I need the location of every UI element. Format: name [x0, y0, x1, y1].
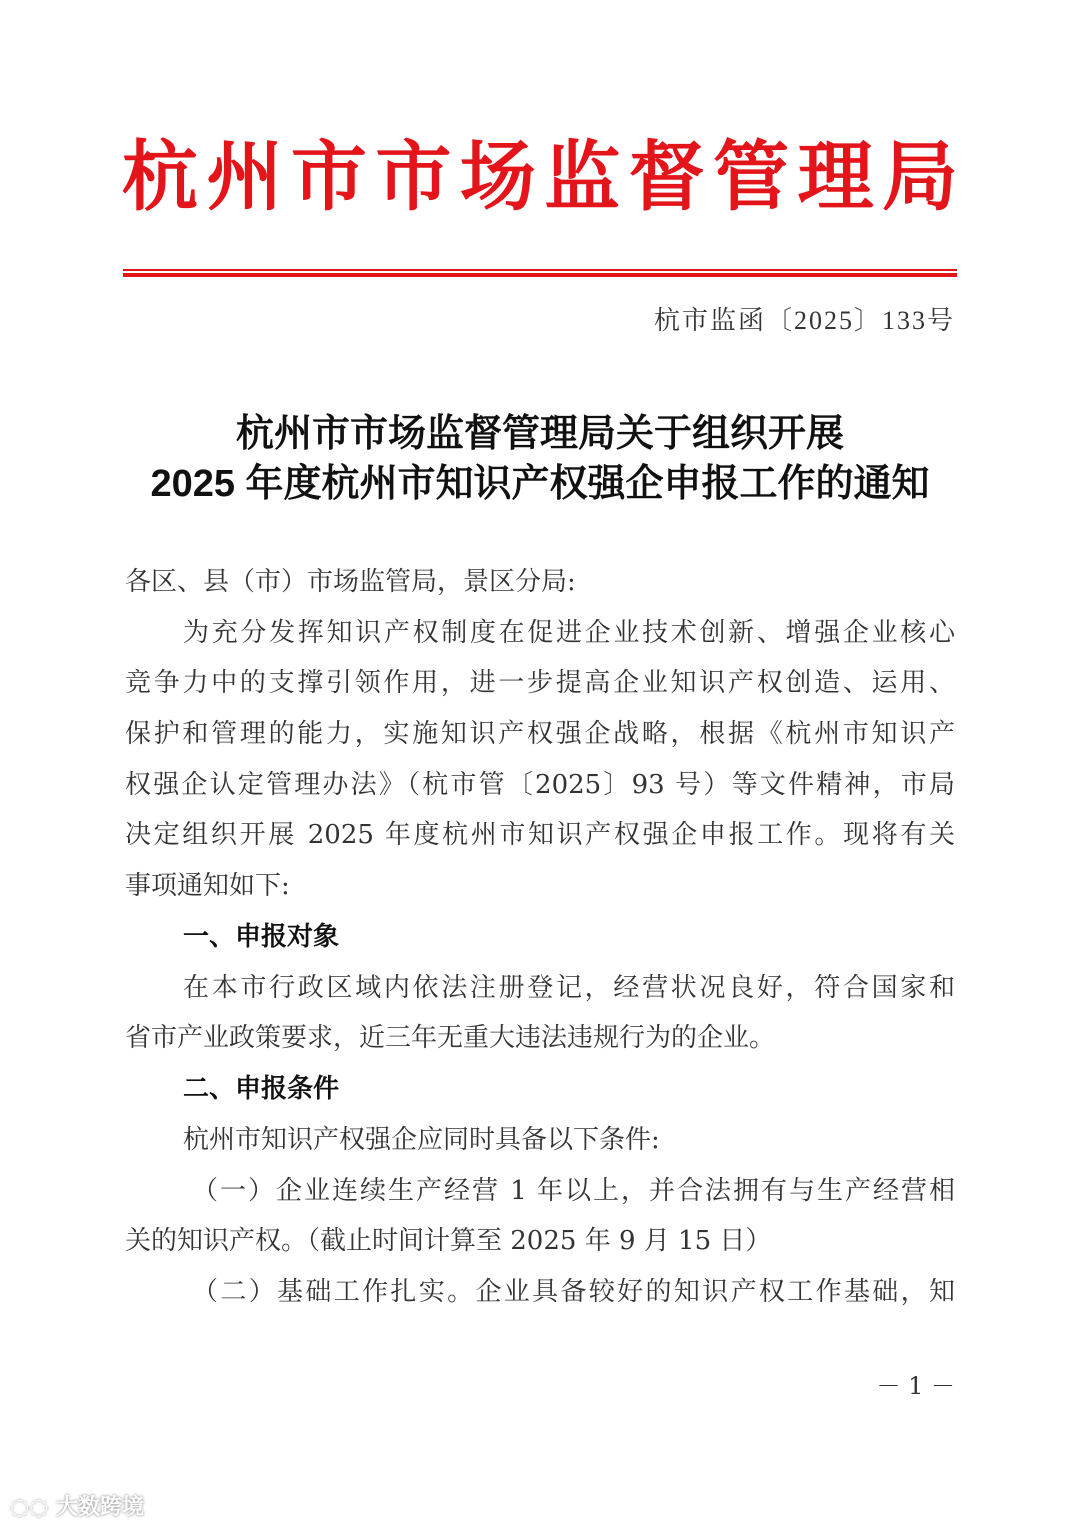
paragraph-line: 保护和管理的能力，实施知识产权强企战略，根据《杭州市知识产 — [125, 719, 955, 749]
title-line-2: 2025 年度杭州市知识产权强企申报工作的通知 — [150, 463, 930, 505]
document-number: 杭市监函〔2025〕133号 — [653, 306, 955, 335]
section-heading-2: 二、申报条件 — [183, 1074, 340, 1104]
red-divider-thin — [123, 269, 957, 271]
section-heading-1: 一、申报对象 — [183, 922, 340, 952]
watermark-text: 大数跨境 — [56, 1495, 145, 1520]
watermark-logo — [10, 1490, 144, 1521]
paragraph-line: （二）基础工作扎实。企业具备较好的知识产权工作基础，知 — [192, 1277, 955, 1307]
paragraph-line: 杭州市知识产权强企应同时具备以下条件: — [183, 1125, 660, 1155]
paragraph-line: 为充分发挥知识产权制度在促进企业技术创新、增强企业核心 — [183, 618, 955, 648]
paragraph-line: 关的知识产权。（截止时间计算至 2025 年 9 月 15 日） — [125, 1226, 772, 1256]
salutation: 各区、县（市）市场监管局，景区分局: — [125, 567, 576, 597]
paragraph-line: 事项通知如下: — [125, 871, 290, 901]
paragraph-line: 竞争力中的支撑引领作用，进一步提高企业知识产权创造、运用、 — [125, 668, 955, 698]
paragraph-line: 决定组织开展 2025 年度杭州市知识产权强企申报工作。现将有关 — [125, 820, 955, 850]
watermark-icon: ◌◌ — [10, 1495, 57, 1520]
issuing-agency-header: 杭州市市场监督管理局 — [122, 132, 958, 221]
paragraph-line: 省市产业政策要求，近三年无重大违法违规行为的企业。 — [125, 1023, 776, 1053]
paragraph-line: 权强企认定管理办法》（杭市管〔2025〕93 号）等文件精神，市局 — [125, 770, 955, 800]
paragraph-line: 在本市行政区域内依法注册登记，经营状况良好，符合国家和 — [183, 973, 955, 1003]
red-divider-thick — [123, 273, 957, 277]
page-number: － 1 － — [876, 1372, 955, 1400]
paragraph-line: （一）企业连续生产经营 1 年以上，并合法拥有与生产经营相 — [192, 1176, 955, 1206]
title-line-1: 杭州市市场监督管理局关于组织开展 — [235, 413, 844, 455]
